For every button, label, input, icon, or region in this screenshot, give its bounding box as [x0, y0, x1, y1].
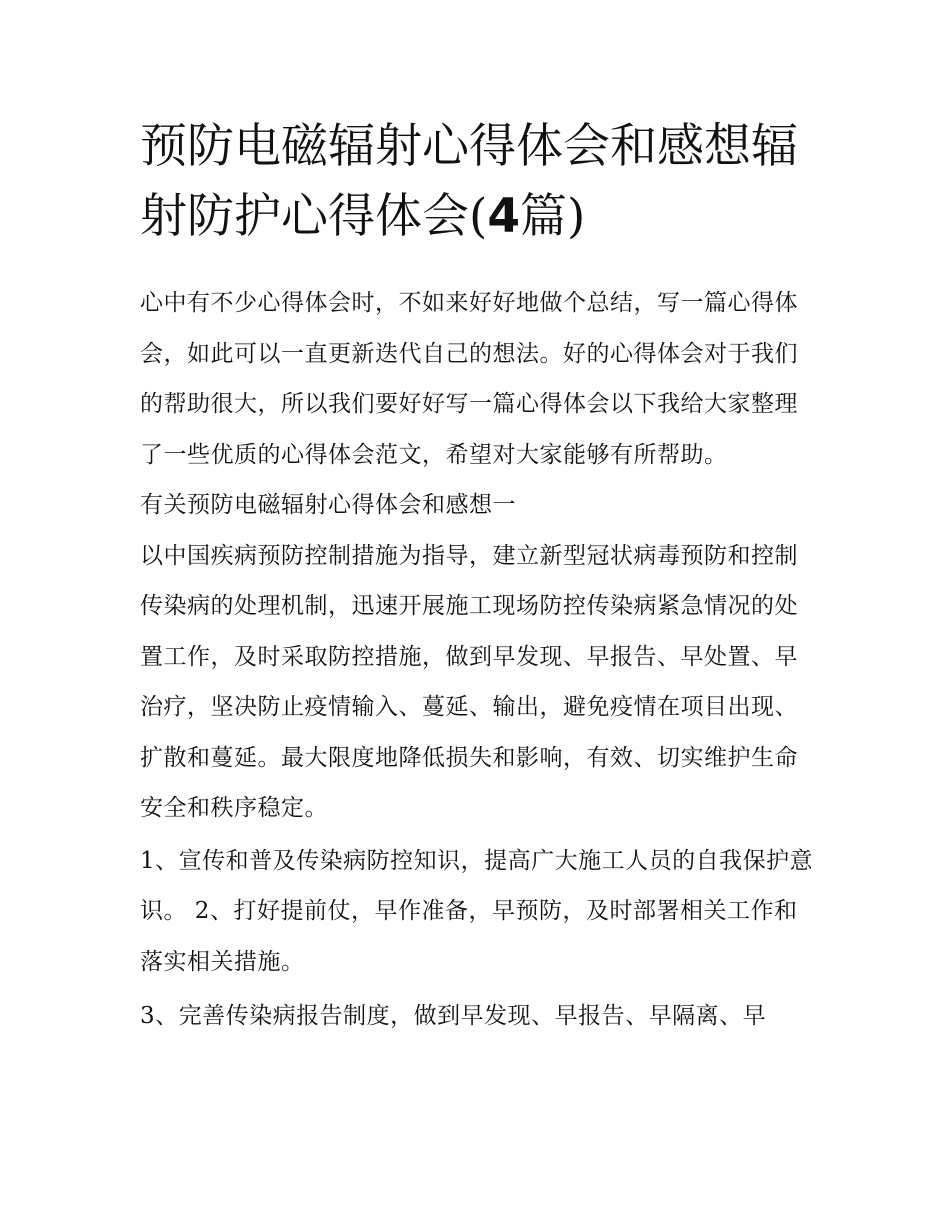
title-text-part2: 篇): [520, 189, 586, 244]
body-paragraph-1: 以中国疾病预防控制措施为指导，建立新型冠状病毒预防和控制传染病的处理机制，迅速开展施工现场防控传染病紧急情况的处置工作，及时采取防控措施，做到早发现、早报告、早处置、早治疗，坚决防止疫情输入、蔓延、输出，避免疫情在项目出现、扩散和蔓延。最大限度地降低损失和影响，有效、切实维护生命安全和秩序稳定。: [140, 542, 798, 821]
title-text-part1: 预防电磁辐射心得体会和感想辐射防护心得体会(: [140, 119, 798, 244]
list-item-1-2: 1、宣传和普及传染病防控知识，提高广大施工人员的自我保护意识。 2、打好提前仗，早作准备，早预防，及时部署相关工作和落实相关措施。: [140, 847, 814, 975]
document-title: [140, 112, 820, 252]
list-item-3: 3、完善传染病报告制度，做到早发现、早报告、早隔离、早: [140, 1003, 767, 1029]
intro-paragraph: 心中有不少心得体会时，不如来好好地做个总结，写一篇心得体会，如此可以一直更新迭代自己的想法。好的心得体会对于我们的帮助很大，所以我们要好好写一篇心得体会以下我给大家整理了一些优质的心得体会范文，希望对大家能够有所帮助。: [140, 290, 798, 468]
document-body: [140, 278, 816, 1042]
section-heading: 有关预防电磁辐射心得体会和感想一: [140, 492, 516, 518]
title-number: 4: [487, 189, 521, 244]
